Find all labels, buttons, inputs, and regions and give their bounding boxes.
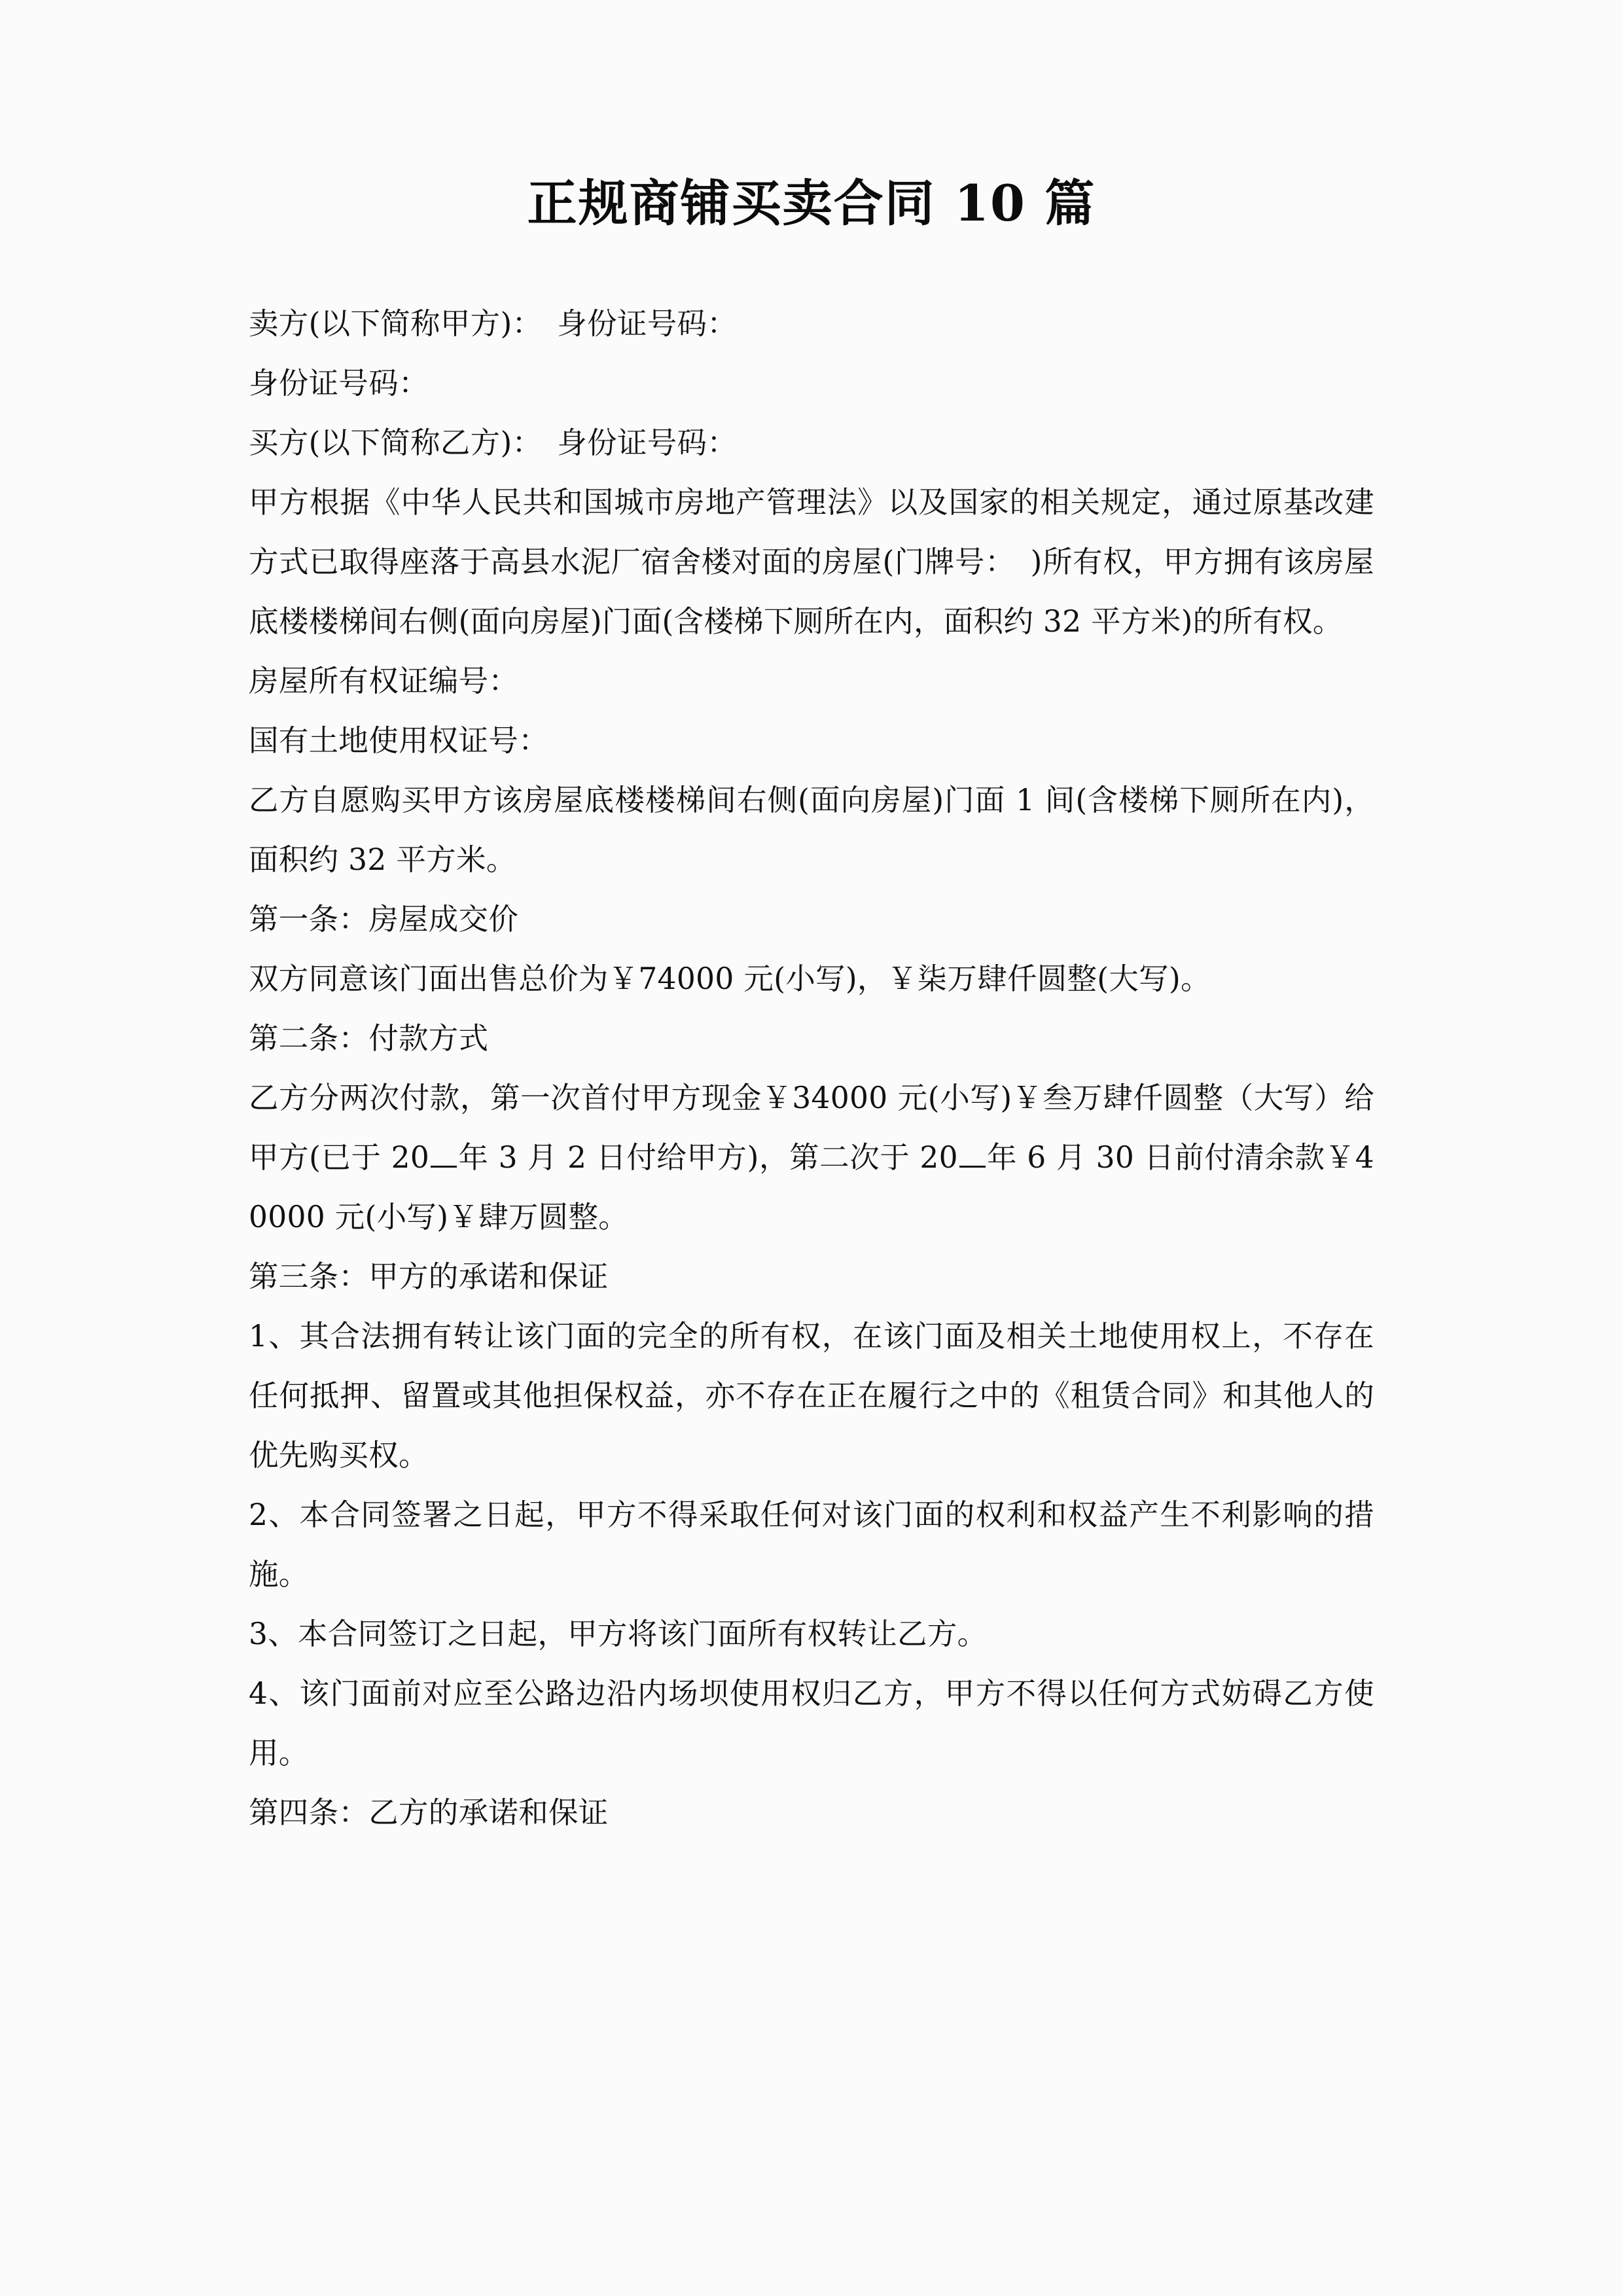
buyer-purchase-paragraph: 乙方自愿购买甲方该房屋底楼楼梯间右侧(面向房屋)门面 1 间(含楼梯下厕所在内)，面积约 32 平方米。: [249, 783, 1374, 878]
clause-1-heading: 第一条：房屋成交价: [249, 902, 519, 937]
clause-3-item-3: 3、本合同签订之日起，甲方将该门面所有权转让乙方。: [249, 1617, 988, 1652]
clause-2-heading: 第二条：付款方式: [249, 1021, 489, 1056]
land-certificate-line: 国有土地使用权证号：: [249, 723, 549, 759]
clause-3-heading: 第三条：甲方的承诺和保证: [249, 1259, 609, 1295]
clause-2-body-segment-a: 乙方分两次付款，第一次首付甲方现金￥34000 元(小写)￥叁万肆仟圆整（大写）给甲方(已于 20: [249, 1081, 1374, 1175]
clause-3-item-4: 4、该门面前对应至公路边沿内场坝使用权归乙方，甲方不得以任何方式妨碍乙方使用。: [249, 1676, 1374, 1771]
document-body: [249, 294, 1374, 1842]
seller-id-line: 身份证号码：: [249, 366, 429, 401]
clause-2-body-segment-c: 年 6 月 30 日前付清余款￥40000 元(小写)￥肆万圆整。: [249, 1140, 1375, 1235]
year-blank-underscore-second: [959, 1144, 986, 1168]
year-blank-underscore-first: [431, 1144, 457, 1168]
clause-1-body: 双方同意该门面出售总价为￥74000 元(小写)，￥柒万肆仟圆整(大写)。: [249, 961, 1211, 997]
clause-3-item-2: 2、本合同签署之日起，甲方不得采取任何对该门面的权利和权益产生不利影响的措施。: [249, 1498, 1374, 1592]
seller-line: 卖方(以下简称甲方)： 身份证号码：: [249, 306, 738, 342]
page-title: 正规商铺买卖合同 10 篇: [527, 174, 1096, 232]
clause-3-item-1: 1、其合法拥有转让该门面的完全的所有权，在该门面及相关土地使用权上，不存在任何抵押、留置或其他担保权益，亦不存在正在履行之中的《租赁合同》和其他人的优先购买权。: [249, 1319, 1374, 1473]
recital-paragraph: 甲方根据《中华人民共和国城市房地产管理法》以及国家的相关规定，通过原基改建方式已取得座落于高县水泥厂宿舍楼对面的房屋(门牌号： )所有权，甲方拥有该房屋底楼楼梯间右侧(面向房屋)门面(含楼梯下厕所在内，面积约 32 平方米)的所有权。: [249, 485, 1374, 639]
clause-4-heading: 第四条：乙方的承诺和保证: [249, 1795, 609, 1831]
clause-2-body-segment-b: 年 3 月 2 日付给甲方)，第二次于 20: [458, 1140, 958, 1175]
buyer-line: 买方(以下简称乙方)： 身份证号码：: [249, 425, 738, 461]
house-certificate-line: 房屋所有权证编号：: [249, 664, 519, 699]
clause-2-body: [249, 1068, 1374, 1247]
